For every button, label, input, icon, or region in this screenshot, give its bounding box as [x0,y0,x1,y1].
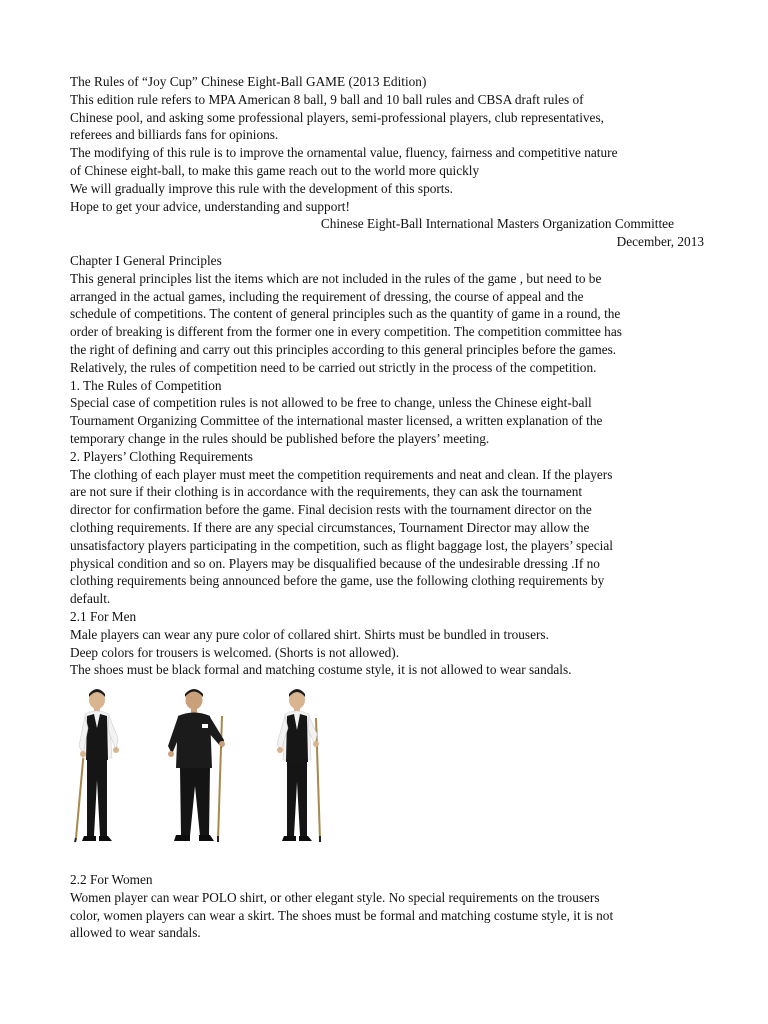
intro-line: referees and billiards fans for opinions. [70,127,279,143]
men-dress-code-figure [70,688,332,846]
paragraph-line: unsatisfactory players participating in the competition, such as flight baggage lost, the players’ special [70,537,613,553]
intro-line: We will gradually improve this rule with the development of this sports. [70,180,453,196]
paragraph-line: arranged in the actual games, including the requirement of dressing, the course of appeal and the [70,288,584,304]
chapter-heading: Chapter I General Principles [70,253,222,268]
paragraph-line: Special case of competition rules is not allowed to be free to change, unless the Chinese eight-ball [70,395,592,411]
paragraph-line: default. [70,591,111,607]
player-vest-illustration [72,688,132,846]
paragraph-line: The shoes must be black formal and matching costume style, it is not allowed to wear sandals. [70,662,572,678]
paragraph-line: clothing requirements. If there are any special circumstances, Tournament Director may allow the [70,519,590,535]
paragraph-line: the right of defining and carry out this principles according to this general principles before the games. [70,341,617,357]
paragraph-line: Women player can wear POLO shirt, or other elegant style. No special requirements on the trousers [70,889,600,905]
section-heading: 2. Players’ Clothing Requirements [70,448,253,464]
intro-line: Hope to get your advice, understanding and support! [70,198,350,214]
paragraph-line: are not sure if their clothing is in accordance with the requirements, they can ask the tournament [70,484,583,500]
player-black-shirt-illustration [164,688,234,846]
intro-line: The modifying of this rule is to improve the ornamental value, fluency, fairness and competitive nature [70,145,618,161]
paragraph-line: color, women players can wear a skirt. The shoes must be formal and matching costume style, it is not [70,907,614,923]
paragraph-line: temporary change in the rules should be published before the players’ meeting. [70,430,490,446]
paragraph-line: Male players can wear any pure color of collared shirt. Shirts must be bundled in trousers. [70,626,549,642]
paragraph-line: schedule of competitions. The content of general principles such as the quantity of game in a round, the [70,306,621,322]
intro-line: of Chinese eight-ball, to make this game reach out to the world more quickly [70,162,480,178]
signature-line: Chinese Eight-Ball International Masters Organization Committee [320,216,674,232]
section-heading: 2.1 For Men [70,608,137,624]
paragraph-line: The clothing of each player must meet the competition requirements and neat and clean. If the players [70,466,613,482]
section-heading: 2.2 For Women [70,872,153,887]
paragraph-line: allowed to wear sandals. [70,925,201,941]
paragraph-line: physical condition and so on. Players may be disqualified because of the undesirable dressing .If no [70,555,600,571]
section-heading: 1. The Rules of Competition [70,377,222,393]
date-line: December, 2013 [616,234,704,250]
chapter-one-block [70,252,700,679]
paragraph-line: director for confirmation before the game. Final decision rests with the tournament director on the [70,502,592,518]
women-section-block [70,871,700,942]
intro-line: This edition rule refers to MPA American 8 ball, 9 ball and 10 ball rules and CBSA draft rules of [70,91,584,107]
paragraph-line: order of breaking is different from the former one in every competition. The competition committee has [70,324,622,340]
document-title: The Rules of “Joy Cup” Chinese Eight-Ball GAME (2013 Edition) [70,74,427,89]
paragraph-line: Tournament Organizing Committee of the international master licensed, a written explanation of the [70,413,603,429]
paragraph-line: clothing requirements being announced before the game, use the following clothing requirements by [70,573,605,589]
paragraph-line: Relatively, the rules of competition need to be carried out strictly in the process of the competition. [70,359,597,375]
intro-line: Chinese pool, and asking some professional players, semi-professional players, club representatives, [70,109,604,125]
paragraph-line: This general principles list the items which are not included in the rules of the game , but need to be [70,270,602,286]
player-vest-cue-illustration [273,688,329,846]
intro-block [70,73,704,251]
paragraph-line: Deep colors for trousers is welcomed. (Shorts is not allowed). [70,644,400,660]
